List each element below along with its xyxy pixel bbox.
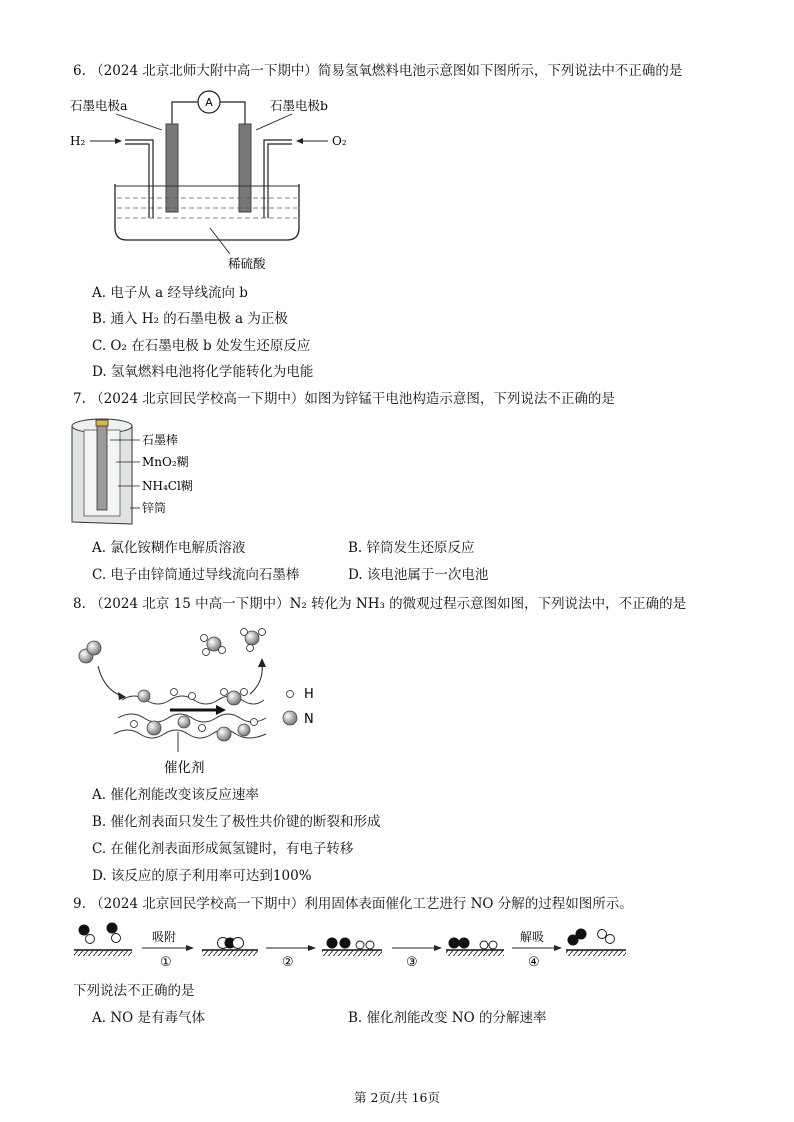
- q9-surface-3: [322, 950, 382, 956]
- q9-step2-number: ②: [282, 955, 294, 970]
- q7-graphite-rod: [97, 424, 107, 510]
- q6-h2-label: H₂: [70, 134, 86, 148]
- q6-electrode-a: [166, 124, 178, 212]
- q6-electrolyte-label: 稀硫酸: [228, 256, 266, 271]
- q9-question-line: 下列说法不正确的是: [73, 983, 195, 999]
- q8-legend-h-icon: [287, 691, 294, 698]
- q7-option-d: D. 该电池属于一次电池: [348, 567, 489, 583]
- q6-ammeter-label: A: [205, 96, 213, 109]
- q9-surface-4: [446, 950, 504, 956]
- q9-step4-number: ④: [528, 955, 540, 970]
- q8-nh3-synthesis-diagram: [74, 622, 344, 778]
- q8-arrow-out-icon: [258, 658, 266, 667]
- q8-catalyst-label: 催化剂: [164, 760, 205, 776]
- q8-reaction-arrow-icon: [216, 705, 226, 715]
- q8-option-a: A. 催化剂能改变该反应速率: [92, 787, 259, 803]
- q7-option-b: B. 锌筒发生还原反应: [348, 540, 475, 556]
- q8-legend-n: N: [304, 712, 314, 727]
- q7-label-nh4cl: NH₄Cl糊: [142, 479, 193, 493]
- q7-terminal-cap: [96, 420, 108, 426]
- q7-option-c: C. 电子由锌筒通过导线流向石墨棒: [92, 567, 300, 583]
- q9-arrow-2-icon: [308, 945, 316, 951]
- q6-wire-left: [172, 102, 198, 124]
- q6-electrode-b-label: 石墨电极b: [270, 98, 329, 113]
- q6-option-b: B. 通入 H₂ 的石墨电极 a 为正极: [92, 311, 288, 327]
- q6-electrode-a-label: 石墨电极a: [70, 98, 128, 113]
- q8-option-b: B. 催化剂表面只发生了极性共价键的断裂和形成: [92, 814, 381, 830]
- q9-arrow-3-icon: [434, 945, 442, 951]
- q7-label-zinc: 锌筒: [142, 501, 167, 515]
- q6-stem: 6. （2024 北京北师大附中高一下期中）简易氢氧燃料电池示意图如下图所示，下列说法中不正确的是: [73, 63, 683, 79]
- q7-option-a: A. 氯化铵糊作电解质溶液: [92, 540, 246, 556]
- q6-option-d: D. 氢氧燃料电池将化学能转化为电能: [92, 364, 314, 380]
- q6-option-a: A. 电子从 a 经导线流向 b: [92, 285, 248, 301]
- q9-step1-label: 吸附: [152, 930, 177, 944]
- q7-label-mno2: MnO₂糊: [142, 455, 189, 469]
- q6-fuel-cell-diagram: [70, 88, 360, 274]
- q8-legend-n-icon: [283, 711, 297, 725]
- q6-o2-arrow-icon: [296, 138, 303, 144]
- q7-stem: 7. （2024 北京回民学校高一下期中）如图为锌锰干电池构造示意图，下列说法不正确的是: [73, 391, 615, 407]
- q6-o2-label: O₂: [332, 134, 347, 148]
- q9-surface-5: [566, 950, 626, 956]
- q9-surface-1: [74, 950, 132, 956]
- q6-wire-right: [220, 102, 245, 124]
- q9-no-decomposition-diagram: [70, 918, 630, 976]
- q7-dry-cell-diagram: [70, 414, 230, 530]
- q9-step3-number: ③: [406, 955, 418, 970]
- q9-option-b: B. 催化剂能改变 NO 的分解速率: [348, 1010, 547, 1026]
- q9-stem: 9. （2024 北京回民学校高一下期中）利用固体表面催化工艺进行 NO 分解的过程如图所示。: [73, 896, 633, 912]
- q6-h2-arrow-icon: [115, 138, 122, 144]
- q9-surface-2: [202, 950, 258, 956]
- q6-option-c: C. O₂ 在石墨电极 b 处发生还原反应: [92, 338, 311, 354]
- page-footer: 第 2页/共 16页: [353, 1090, 441, 1105]
- q9-step4-label: 解吸: [520, 930, 545, 944]
- q8-legend-h: H: [304, 687, 314, 702]
- q9-arrow-1-icon: [186, 945, 194, 951]
- q9-option-a: A. NO 是有毒气体: [92, 1010, 206, 1026]
- q7-label-graphite: 石墨棒: [142, 433, 179, 447]
- q8-option-c: C. 在催化剂表面形成氮氢键时，有电子转移: [92, 841, 354, 857]
- q8-n-atom: [87, 641, 101, 655]
- q9-step1-number: ①: [160, 955, 172, 970]
- q6-electrode-b: [239, 124, 251, 212]
- q6-vessel: [115, 184, 299, 240]
- q9-arrow-4-icon: [554, 945, 562, 951]
- q8-option-d: D. 该反应的原子利用率可达到100%: [92, 868, 312, 884]
- q8-stem: 8. （2024 北京 15 中高一下期中）N₂ 转化为 NH₃ 的微观过程示意图如图，下列说法中，不正确的是: [73, 596, 687, 612]
